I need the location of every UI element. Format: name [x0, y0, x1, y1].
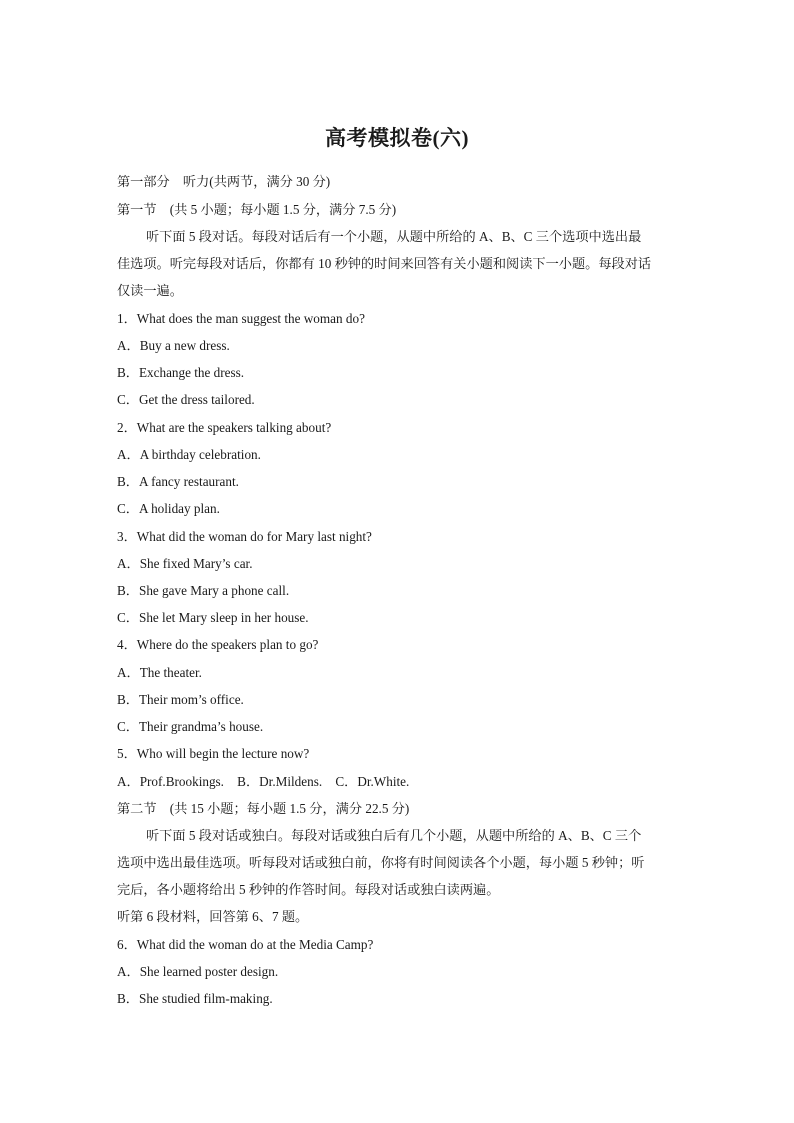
question-stem: 2．What are the speakers talking about?	[117, 420, 332, 435]
material-heading: 听第 6 段材料，回答第 6、7 题。	[117, 909, 309, 924]
question-option: A．She fixed Mary’s car.	[117, 556, 253, 571]
question-option: C．She let Mary sleep in her house.	[117, 610, 309, 625]
section2-instruction-line: 完后，各小题将给出 5 秒钟的作答时间。每段对话或独白读两遍。	[117, 882, 500, 897]
section1-instruction-line: 佳选项。听完每段对话后，你都有 10 秒钟的时间来回答有关小题和阅读下一小题。每段对话	[117, 256, 652, 271]
question-option: A．She learned poster design.	[117, 964, 279, 979]
section2-instruction-line: 听下面 5 段对话或独白。每段对话或独白后有几个小题，从题中所给的 A、B、C 三个	[146, 828, 642, 843]
question-option: C．A holiday plan.	[117, 501, 220, 516]
section1-instruction-line: 仅读一遍。	[117, 283, 183, 298]
question-stem: 5．Who will begin the lecture now?	[117, 746, 310, 761]
question-option: B．Exchange the dress.	[117, 365, 245, 380]
question-option: B．A fancy restaurant.	[117, 474, 239, 489]
question-stem: 4．Where do the speakers plan to go?	[117, 637, 319, 652]
page-title: 高考模拟卷(六)	[325, 126, 469, 150]
question-option: B．Their mom’s office.	[117, 692, 244, 707]
question-stem: 3．What did the woman do for Mary last night?	[117, 529, 372, 544]
section2-heading: 第二节 (共 15 小题；每小题 1.5 分，满分 22.5 分)	[117, 801, 410, 816]
question-options-inline: A．Prof.Brookings. B．Dr.Mildens. C．Dr.White.	[117, 774, 410, 789]
section1-heading: 第一节 (共 5 小题；每小题 1.5 分，满分 7.5 分)	[117, 202, 397, 217]
question-option: C．Get the dress tailored.	[117, 392, 255, 407]
question-option: B．She studied film-making.	[117, 991, 273, 1006]
question-option: C．Their grandma’s house.	[117, 719, 264, 734]
question-option: A．The theater.	[117, 665, 202, 680]
section1-instruction-line: 听下面 5 段对话。每段对话后有一个小题，从题中所给的 A、B、C 三个选项中选出最	[146, 229, 642, 244]
question-option: B．She gave Mary a phone call.	[117, 583, 290, 598]
question-option: A．Buy a new dress.	[117, 338, 230, 353]
question-stem: 6．What did the woman do at the Media Camp?	[117, 937, 374, 952]
question-stem: 1．What does the man suggest the woman do?	[117, 311, 365, 326]
section2-instruction-line: 选项中选出最佳选项。听每段对话或独白前，你将有时间阅读各个小题，每小题 5 秒钟；听	[117, 855, 645, 870]
part1-heading: 第一部分 听力(共两节，满分 30 分)	[117, 174, 331, 189]
question-option: A．A birthday celebration.	[117, 447, 261, 462]
